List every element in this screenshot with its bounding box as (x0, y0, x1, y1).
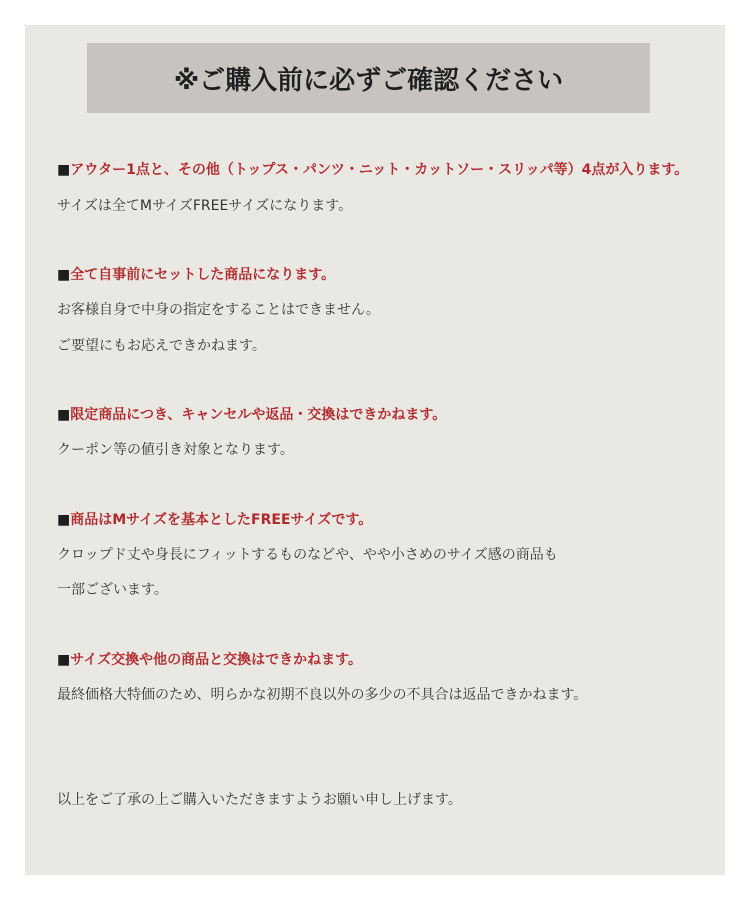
notice-title-text: アウター1点と、その他（トップス・パンツ・ニット・カットソー・スリッパ等）4点が入ります。 (70, 162, 689, 178)
square-marker-icon: ■ (57, 652, 71, 668)
notice-line: サイズは全てMサイズFREEサイズになります。 (57, 198, 353, 214)
notice-title-text: 全て自事前にセットした商品になります。 (70, 267, 336, 283)
closing-text: 以上をご了承の上ご購入いただきますようお願い申し上げます。 (57, 792, 462, 808)
notice-line: クーポン等の値引き対象となります。 (57, 442, 294, 458)
notice-title-1 (57, 161, 688, 179)
notice-line: クロップド丈や身長にフィットするものなどや、やや小さめのサイズ感の商品も (57, 547, 558, 563)
notice-title-text: サイズ交換や他の商品と交換はできかねます。 (70, 652, 362, 668)
notice-title-text: 限定商品につき、キャンセルや返品・交換はできかねます。 (70, 407, 447, 423)
notice-line: 一部ございます。 (57, 582, 168, 598)
notice-panel (25, 25, 725, 875)
notice-title-2 (57, 266, 335, 284)
square-marker-icon: ■ (57, 512, 71, 528)
notice-line: ご要望にもお応えできかねます。 (57, 338, 266, 354)
notice-line: 最終価格大特価のため、明らかな初期不良以外の多少の不具合は返品できかねます。 (57, 687, 588, 703)
notice-title-5 (57, 651, 362, 669)
notice-line: お客様自身で中身の指定をすることはできません。 (57, 302, 380, 318)
notice-title-text: 商品はMサイズを基本としたFREEサイズです。 (70, 512, 373, 528)
notice-list (25, 25, 725, 875)
square-marker-icon: ■ (57, 407, 71, 423)
square-marker-icon: ■ (57, 162, 71, 178)
square-marker-icon: ■ (57, 267, 71, 283)
header-title: ※ご購入前に必ずご確認ください (173, 65, 564, 96)
notice-title-3 (57, 406, 446, 424)
notice-title-4 (57, 511, 372, 529)
